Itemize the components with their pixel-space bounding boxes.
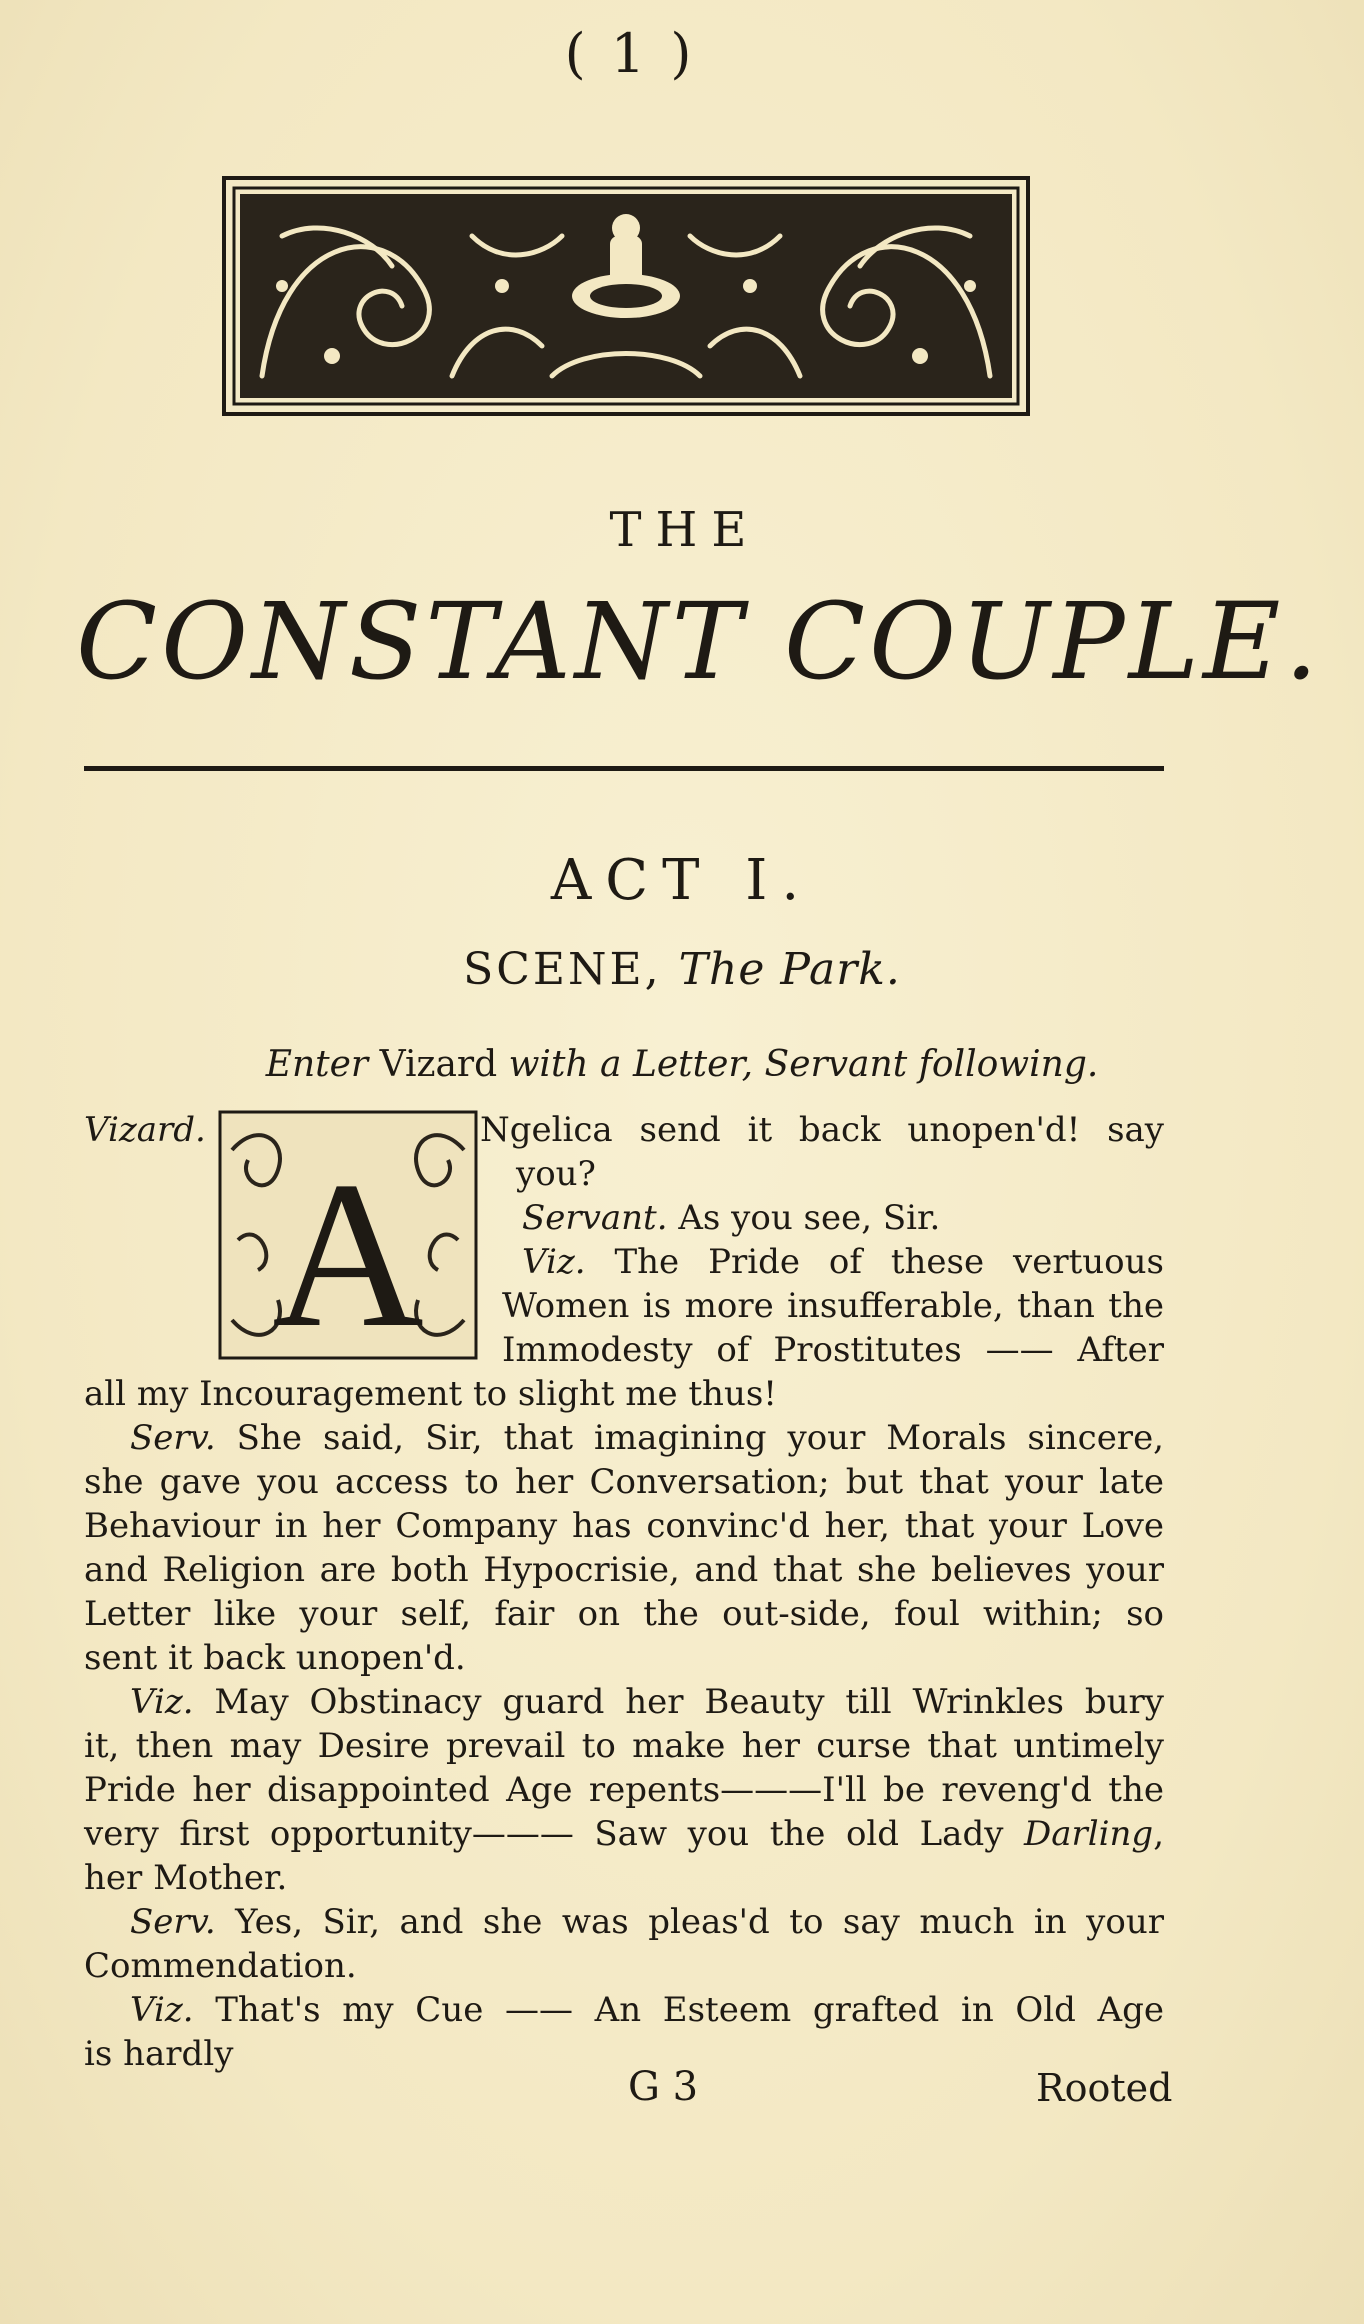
speaker-name: Viz. bbox=[130, 1990, 216, 2030]
speaker-name: Viz. bbox=[522, 1242, 615, 1282]
play-title: CONSTANT COUPLE. bbox=[76, 580, 1323, 703]
stage-direction-name: Vizard bbox=[379, 1044, 498, 1085]
stage-direction bbox=[0, 1044, 1364, 1085]
dialogue-text: That's my Cue —— An Esteem grafted in Old Age bbox=[215, 1990, 1165, 2030]
dialogue-line bbox=[502, 1284, 1164, 1328]
dialogue-line bbox=[84, 1944, 684, 1988]
dialogue-text: and Religion are both Hypocrisie, and that she believes your bbox=[84, 1550, 1164, 1590]
dialogue-line bbox=[84, 1856, 684, 1900]
dialogue-line bbox=[84, 1724, 1164, 1768]
speaker-name: Viz. bbox=[130, 1682, 215, 1722]
page-number: ( 1 ) bbox=[564, 22, 696, 85]
dialogue-text: Letter like your self, fair on the out-side, foul within; so bbox=[84, 1594, 1164, 1634]
signature-mark: G 3 bbox=[628, 2064, 699, 2110]
dialogue-line bbox=[502, 1328, 1164, 1372]
dialogue-text: Yes, Sir, and she was pleas'd to say much in your bbox=[235, 1902, 1164, 1942]
speaker-name: Vizard. bbox=[84, 1110, 206, 1150]
dialogue-line bbox=[522, 1196, 1082, 1240]
dialogue-text: she gave you access to her Conversation; but that your late bbox=[84, 1462, 1164, 1502]
dialogue-text: Pride her disappointed Age repents———I'll be reveng'd the bbox=[84, 1770, 1164, 1810]
act-heading: ACT I. bbox=[550, 848, 814, 913]
dialogue-text: As you see, Sir. bbox=[678, 1198, 941, 1238]
dialogue-text: very first opportunity——— Saw you the old Lady Darling, bbox=[84, 1814, 1164, 1854]
scene-heading bbox=[0, 944, 1364, 995]
dialogue-line bbox=[84, 1768, 1164, 1812]
dialogue-line bbox=[84, 1372, 1164, 1416]
scene-prefix: SCENE, bbox=[463, 944, 662, 995]
dialogue-text: you? bbox=[516, 1154, 596, 1194]
title-rule bbox=[84, 766, 1164, 771]
dialogue-text: Commendation. bbox=[84, 1946, 357, 1986]
dialogue-line bbox=[130, 1680, 1164, 1724]
dialogue-line bbox=[130, 1988, 1164, 2032]
dialogue-line bbox=[130, 1416, 1164, 1460]
dialogue-text: Women is more insufferable, than the bbox=[502, 1286, 1164, 1326]
dialogue-text: The Pride of these vertuous bbox=[614, 1242, 1164, 1282]
dialogue-text: May Obstinacy guard her Beauty till Wrinkles bury bbox=[214, 1682, 1164, 1722]
dialogue-line bbox=[84, 1592, 1164, 1636]
dialogue-line bbox=[84, 1504, 1164, 1548]
dropcap-ornament bbox=[218, 1110, 478, 1360]
dialogue-text: is hardly bbox=[84, 2034, 234, 2074]
dialogue-text: Immodesty of Prostitutes —— After bbox=[502, 1330, 1164, 1370]
speaker-name: Serv. bbox=[130, 1418, 237, 1458]
dialogue-line bbox=[516, 1152, 1076, 1196]
scene-place: The Park. bbox=[678, 944, 901, 995]
speaker-name: Servant. bbox=[522, 1198, 679, 1238]
catchword: Rooted bbox=[1036, 2066, 1173, 2110]
headpiece-ornament bbox=[222, 176, 1030, 416]
dialogue-text: sent it back unopen'd. bbox=[84, 1638, 466, 1678]
heading-the: THE bbox=[609, 502, 761, 558]
dialogue-line bbox=[130, 1900, 1164, 1944]
speaker-name: Serv. bbox=[130, 1902, 236, 1942]
dialogue-line bbox=[84, 1548, 1164, 1592]
dialogue-line bbox=[84, 1812, 1164, 1856]
dialogue-text: Ngelica send it back unopen'd! say bbox=[480, 1110, 1164, 1150]
dialogue-text: her Mother. bbox=[84, 1858, 288, 1898]
dialogue-text: Behaviour in her Company has convinc'd her, that your Love bbox=[84, 1506, 1164, 1546]
dropcap-letter: A bbox=[272, 1139, 424, 1360]
dialogue-line bbox=[480, 1108, 1164, 1152]
stage-direction-rest: with a Letter, Servant following. bbox=[508, 1044, 1099, 1085]
dialogue-line bbox=[84, 2032, 484, 2076]
dialogue-line bbox=[522, 1240, 1164, 1284]
dialogue-text: She said, Sir, that imagining your Morals sincere, bbox=[236, 1418, 1164, 1458]
stage-direction-enter: Enter bbox=[265, 1044, 369, 1085]
dialogue-text: it, then may Desire prevail to make her curse that untimely bbox=[84, 1726, 1164, 1766]
dialogue-text: all my Incouragement to slight me thus! bbox=[84, 1374, 777, 1414]
dialogue-line bbox=[84, 1636, 684, 1680]
dialogue-line bbox=[84, 1460, 1164, 1504]
